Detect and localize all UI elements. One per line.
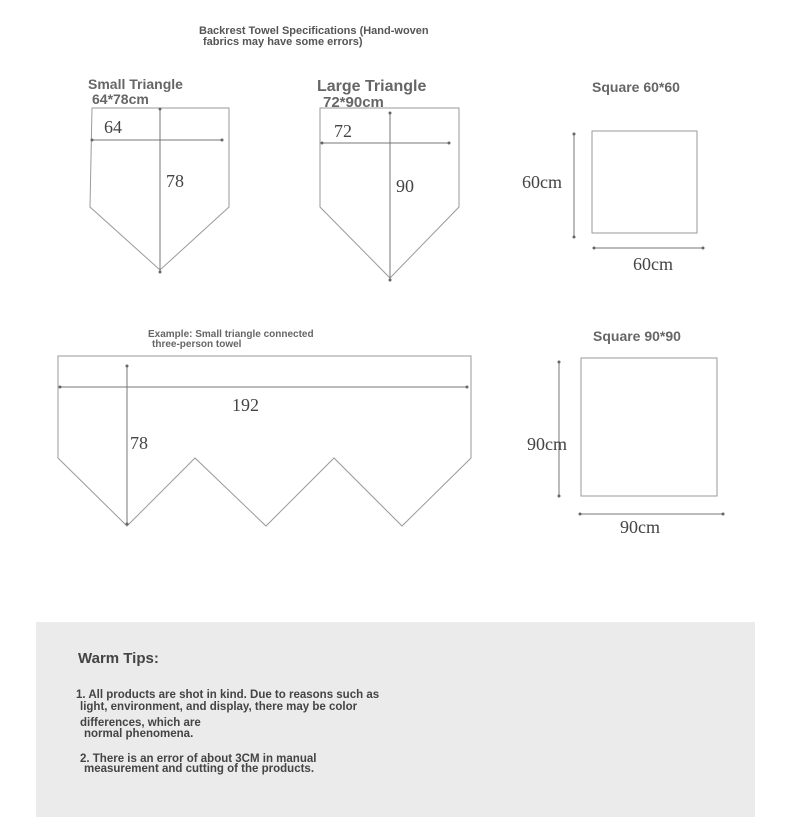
example-towel-diagram — [58, 356, 471, 526]
spec-title-line-1: Backrest Towel Specifications (Hand-woven — [199, 25, 429, 37]
square-60-height-label: 60cm — [522, 172, 562, 192]
warm-tips-panel — [36, 622, 755, 817]
large-triangle-size: 72*90cm — [323, 94, 384, 111]
tip-1-line-4: normal phenomena. — [84, 728, 194, 740]
example-title-line-2: three-person towel — [152, 339, 242, 350]
spec-title-line-2: fabrics may have some errors) — [203, 36, 363, 48]
small-triangle-title: Small Triangle — [88, 76, 183, 92]
tip-1-line-2: light, environment, and display, there may be color — [80, 701, 358, 713]
small-triangle-height-label: 78 — [166, 171, 184, 191]
square-90-outline — [581, 358, 717, 496]
square-90-diagram — [527, 358, 723, 537]
small-triangle-width-label: 64 — [104, 117, 122, 137]
example-height-label: 78 — [130, 433, 148, 453]
square-60-outline — [592, 131, 697, 233]
example-towel-outline — [58, 356, 471, 526]
square-90-width-label: 90cm — [620, 517, 660, 537]
tip-2-line-2: measurement and cutting of the products. — [84, 763, 315, 775]
large-triangle-diagram — [320, 108, 459, 280]
square-90-height-label: 90cm — [527, 434, 567, 454]
large-triangle-width-label: 72 — [334, 121, 352, 141]
tip-1-line-3: differences, which are — [80, 717, 201, 729]
large-triangle-title: Large Triangle — [317, 78, 427, 95]
tip-2-line-1: 2. There is an error of about 3CM in manual — [80, 753, 317, 765]
small-triangle-diagram — [90, 108, 229, 272]
tip-1-line-1: 1. All products are shot in kind. Due to reasons such as — [76, 689, 380, 701]
square-60-title: Square 60*60 — [592, 79, 680, 95]
example-width-label: 192 — [232, 395, 259, 415]
large-triangle-height-label: 90 — [396, 176, 414, 196]
small-triangle-size: 64*78cm — [92, 91, 149, 107]
square-60-width-label: 60cm — [633, 254, 673, 274]
square-60-diagram — [522, 131, 703, 274]
square-90-title: Square 90*90 — [593, 328, 681, 344]
warm-tips-title: Warm Tips: — [78, 650, 159, 667]
example-title-line-1: Example: Small triangle connected — [148, 329, 314, 340]
